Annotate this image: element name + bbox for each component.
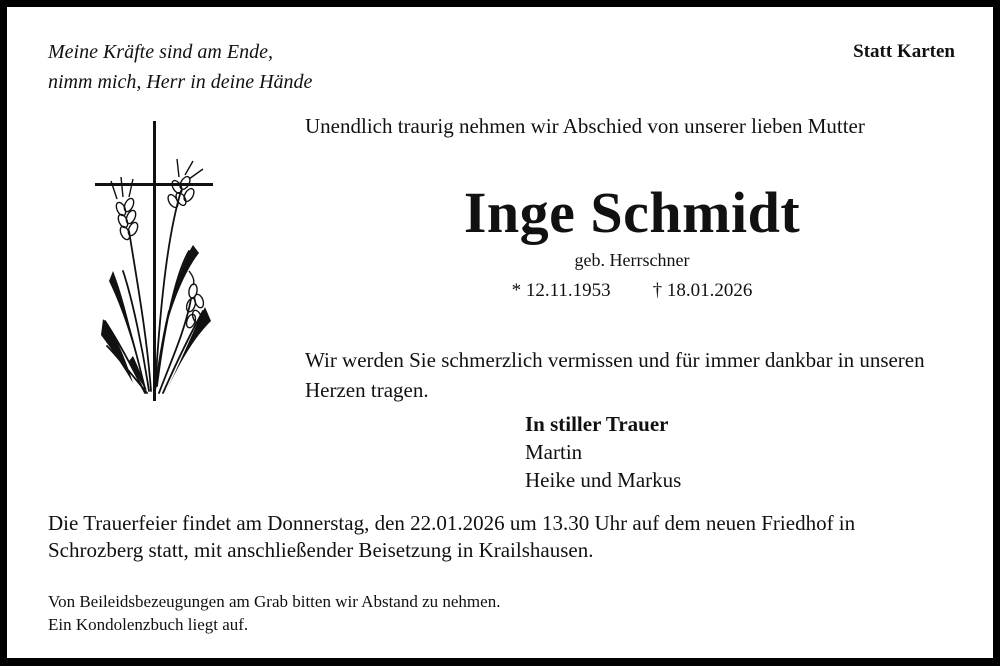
deceased-name: Inge Schmidt <box>463 180 801 245</box>
cross-with-wheat-icon <box>93 121 215 401</box>
notice-line-2: Ein Kondolenzbuch liegt auf. <box>48 615 249 634</box>
funeral-line-2: Schrozberg statt, mit anschließender Beisetzung in Krailshausen. <box>48 538 594 562</box>
death-date: † 18.01.2026 <box>652 280 753 301</box>
mourner-name: Martin <box>525 440 583 464</box>
motto-verse <box>48 37 312 97</box>
mourner-name: Heike und Markus <box>525 468 682 492</box>
obituary-card <box>7 7 993 658</box>
birth-date: * 12.11.1953 <box>511 280 611 301</box>
mourners-block <box>525 410 681 494</box>
message-line-2: Herzen tragen. <box>305 378 429 402</box>
funeral-line-1: Die Trauerfeier findet am Donnerstag, den 22.01.2026 um 13.30 Uhr auf dem neuen Friedhof in <box>48 511 856 535</box>
intro-text: Unendlich traurig nehmen wir Abschied von unserer lieben Mutter <box>305 114 865 138</box>
statt-karten-note: Statt Karten <box>853 41 955 62</box>
notice-line-1: Von Beileidsbezeugungen am Grab bitten wir Abstand zu nehmen. <box>48 592 501 611</box>
mourners-heading: In stiller Trauer <box>525 412 669 436</box>
condolence-notice <box>48 590 948 636</box>
motto-line-2: nimm mich, Herr in deine Hände <box>48 71 313 93</box>
message-line-1: Wir werden Sie schmerzlich vermissen und für immer dankbar in unseren <box>305 348 925 372</box>
birth-name: geb. Herrschner <box>574 250 690 270</box>
funeral-details <box>48 510 978 564</box>
motto-line-1: Meine Kräfte sind am Ende, <box>48 41 273 63</box>
life-dates <box>282 277 982 305</box>
remembrance-message <box>305 345 985 405</box>
